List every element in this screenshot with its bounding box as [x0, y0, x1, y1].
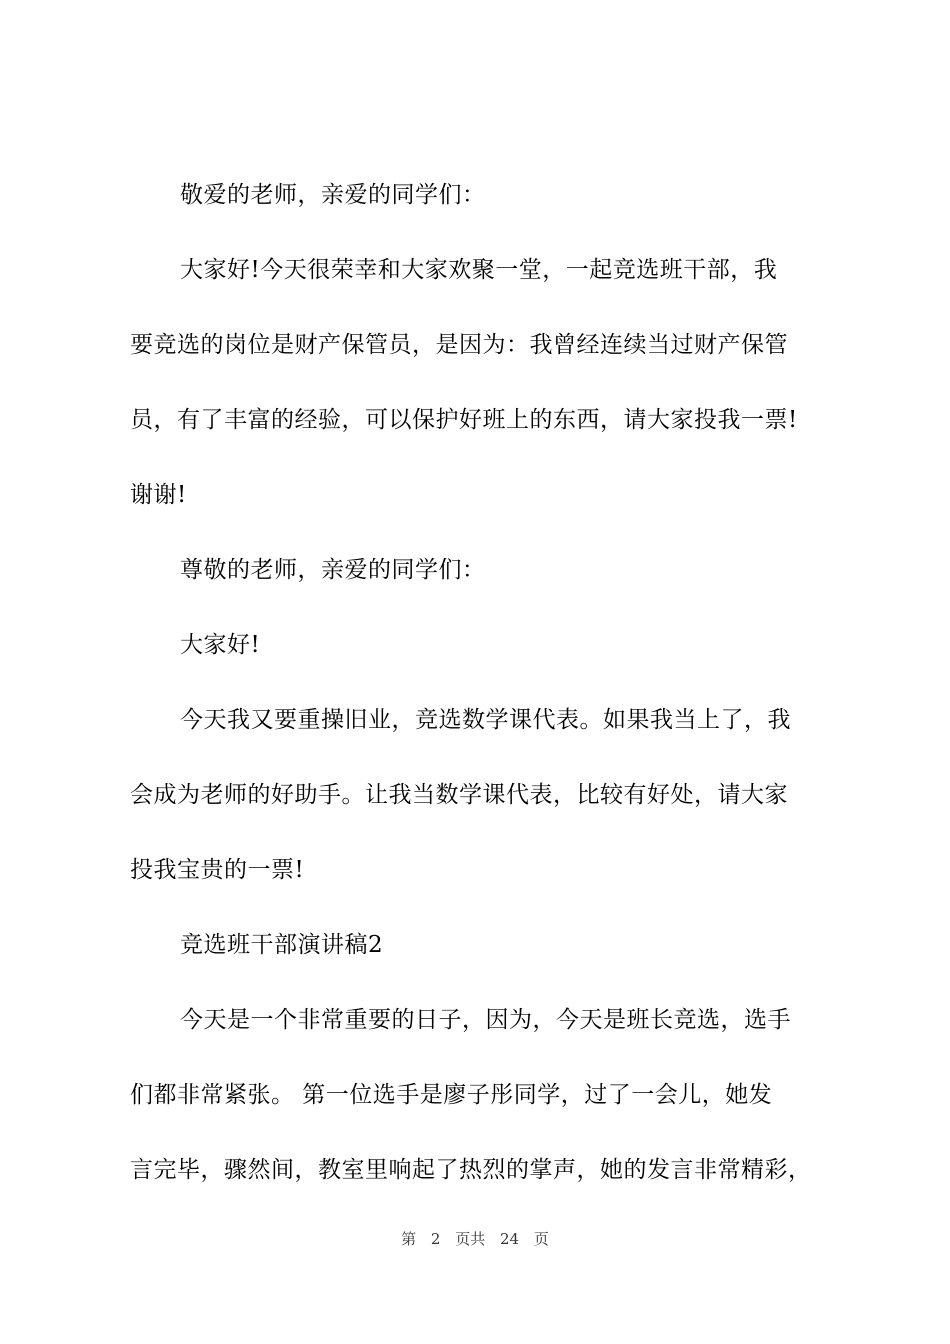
text-line-3: 要竞选的岗位是财产保管员，是因为：我曾经连续当过财产保管 [130, 332, 788, 358]
text-line-14: 言完毕，骤然间，教室里响起了热烈的掌声，她的发言非常精彩， [130, 1157, 812, 1183]
text-line-9: 会成为老师的好助手。让我当数学课代表，比较有好处，请大家 [130, 782, 788, 808]
text-line-6: 尊敬的老师，亲爱的同学们： [180, 557, 486, 583]
text-line-4: 员，有了丰富的经验，可以保护好班上的东西，请大家投我一票! [130, 407, 798, 433]
page-number-footer: 第 2 页共 24 页 [401, 1230, 549, 1248]
text-line-1: 敬爱的老师，亲爱的同学们： [180, 182, 486, 208]
text-line-10: 投我宝贵的一票! [130, 857, 305, 883]
section-heading: 竞选班干部演讲稿2 [180, 932, 384, 958]
text-line-2: 大家好!今天很荣幸和大家欢聚一堂，一起竞选班干部，我 [180, 257, 778, 283]
text-line-7: 大家好! [180, 632, 261, 658]
text-line-13: 们都非常紧张。 第一位选手是廖子彤同学，过了一会儿，她发 [130, 1082, 773, 1108]
text-line-12: 今天是一个非常重要的日子，因为，今天是班长竞选，选手 [180, 1007, 791, 1033]
text-line-5: 谢谢! [130, 482, 187, 508]
text-line-8: 今天我又要重操旧业，竞选数学课代表。如果我当上了，我 [180, 707, 791, 733]
